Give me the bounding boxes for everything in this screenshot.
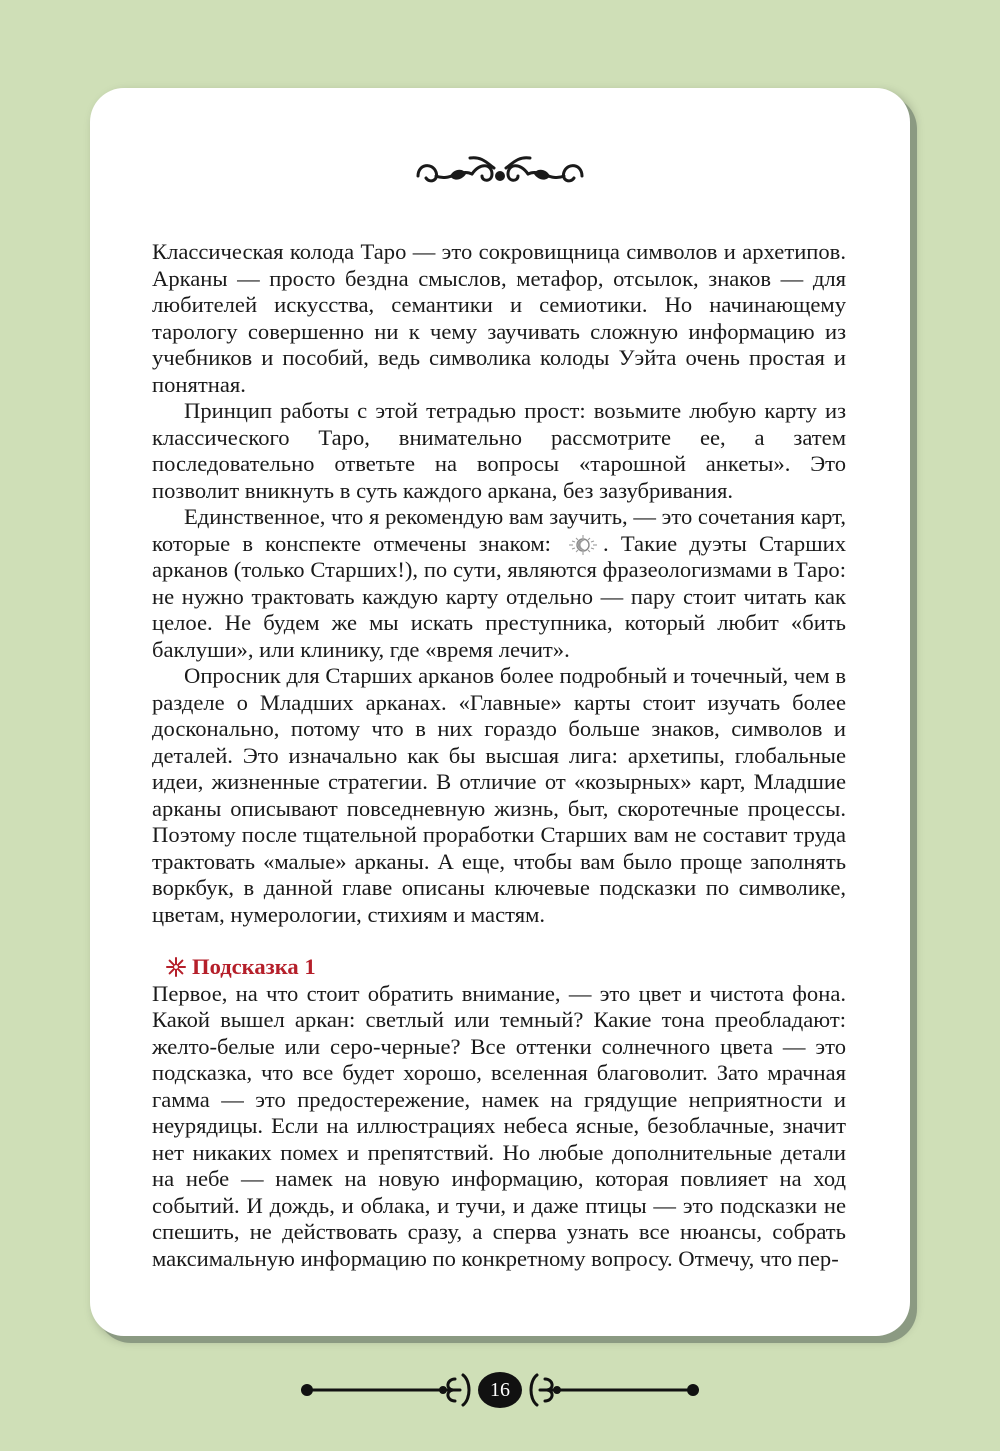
page-number: 16 <box>490 1379 510 1401</box>
sun-moon-icon <box>563 534 603 556</box>
paragraph-combinations-start: Единственное, что я рекомендую вам заучить, — это сочетания карт, которые в конспекте отмечены знаком: <box>152 504 846 556</box>
paragraph-combinations-end: . Такие дуэты Старших арканов (только Старших!), по сути, являются фразеологизмами в Таро: не нужно трактовать каждую карту отдельно — пару стоит читать как целое. Не будем же мы искать преступника, который любит «бить баклуши», или клинику, где «время лечит». <box>152 530 846 662</box>
paragraph-questionnaire: Опросник для Старших арканов более подробный и точечный, чем в разделе о Младших арканах. «Главные» карты стоит изучать более досконально, потому что в них гораздо больше знаков, символов и деталей. Это изначально как бы высшая лига: архетипы, глобальные идеи, жизненные стратегии. В отличие от «козырных» карт, Младшие арканы описывают повседневную жизнь, быт, скоротечные процессы. Поэтому после тщательной проработки Старших вам не составит труда трактовать «малые» арканы. А еще, чтобы вам было проще заполнять воркбук, в данной главе описаны ключевые подсказки по символике, цветам, нумерологии, стихиям и мастям. <box>152 663 846 927</box>
hint-heading <box>166 954 846 981</box>
paragraph-principle: Принцип работы с этой тетрадью прост: возьмите любую карту из классического Таро, внимательно рассмотрите ее, а затем последовательно ответьте на вопросы «тарошной анкеты». Это позволит вникнуть в суть каждого аркана, без зазубривания. <box>152 398 846 503</box>
page-text <box>152 239 846 1272</box>
flourish-ornament-icon <box>410 150 590 196</box>
paragraph-combinations <box>152 504 846 663</box>
hint-title: Подсказка 1 <box>192 954 316 979</box>
paragraph-intro: Классическая колода Таро — это сокровищница символов и архетипов. Арканы — просто бездна смыслов, метафор, отсылок, знаков — для любителей искусства, семантики и семиотики. Но начинающему тарологу совершенно ни к чему заучивать сложную информацию из учебников и пособий, ведь символика колоды Уэйта очень простая и понятная. <box>152 239 846 397</box>
hint-block <box>152 954 846 1272</box>
asterisk-star-icon <box>166 957 186 977</box>
hint-text: Первое, на что стоит обратить внимание, — это цвет и чистота фона. Какой вышел аркан: светлый или темный? Какие тона преобладают: желто-белые или серо-черные? Все оттенки солнечного цвета — это подсказка, что все будет хорошо, вселенная благоволит. Зато мрачная гамма — это предостережение, намек на грядущие неприятности и неурядицы. Если на иллюстрациях небеса ясные, безоблачные, значит нет никаких помех и препятствий. Но любые дополнительные детали на небе — намек на новую информацию, которая повлияет на ход событий. И дождь, и облака, и тучи, и даже птицы — это подсказки не спешить, не действовать сразу, а сперва узнать все нюансы, собрать максимальную информацию по конкретному вопросу. Отмечу, что пер- <box>152 980 846 1271</box>
